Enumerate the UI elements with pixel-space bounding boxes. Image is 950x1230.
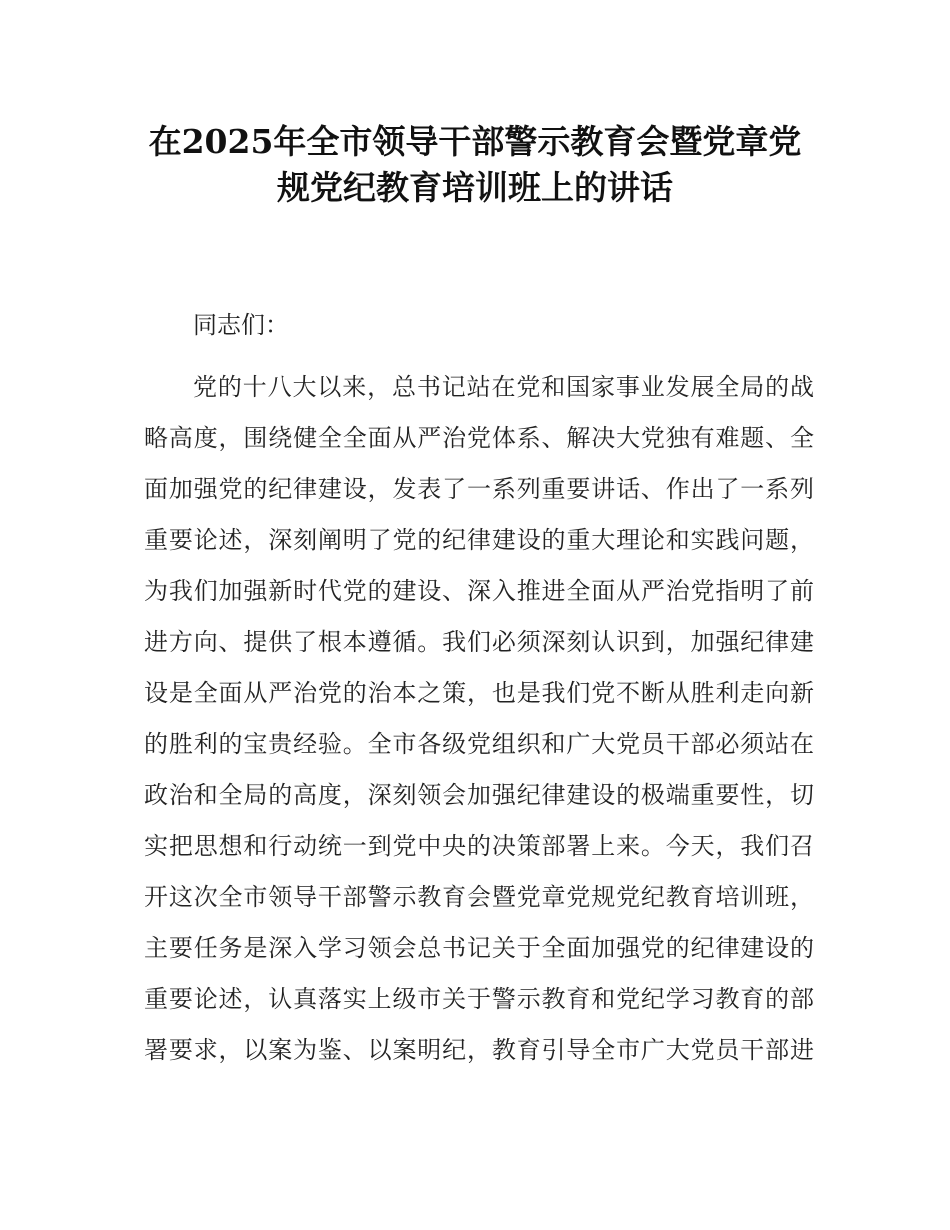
paragraph-line: 略高度，围绕健全全面从严治党体系、解决大党独有难题、全 [144, 424, 814, 452]
paragraph-line: 的胜利的宝贵经验。全市各级党组织和广大党员干部必须站在 [144, 730, 814, 758]
paragraph-line: 重要论述，认真落实上级市关于警示教育和党纪学习教育的部 [144, 985, 814, 1013]
paragraph-line: 设是全面从严治党的治本之策，也是我们党不断从胜利走向新 [144, 679, 814, 707]
paragraph-line: 党的十八大以来，总书记站在党和国家事业发展全局的战 [193, 373, 814, 401]
paragraph-line: 进方向、提供了根本遵循。我们必须深刻认识到，加强纪律建 [144, 628, 814, 656]
paragraph-line: 署要求，以案为鉴、以案明纪，教育引导全市广大党员干部进 [144, 1036, 814, 1064]
paragraph-line: 开这次全市领导干部警示教育会暨党章党规党纪教育培训班， [144, 883, 814, 911]
paragraph-line: 主要任务是深入学习领会总书记关于全面加强党的纪律建设的 [144, 934, 814, 962]
document-title-line-1: 在2025年全市领导干部警示教育会暨党章党 [148, 122, 802, 161]
document-title-line-2: 规党纪教育培训班上的讲话 [277, 168, 673, 207]
paragraph-line: 面加强党的纪律建设，发表了一系列重要讲话、作出了一系列 [144, 475, 814, 503]
paragraph-line: 实把思想和行动统一到党中央的决策部署上来。今天，我们召 [144, 832, 814, 860]
paragraph-line: 重要论述，深刻阐明了党的纪律建设的重大理论和实践问题， [144, 526, 814, 554]
paragraph-line: 政治和全局的高度，深刻领会加强纪律建设的极端重要性，切 [144, 781, 814, 809]
paragraph-line: 为我们加强新时代党的建设、深入推进全面从严治党指明了前 [144, 577, 814, 605]
salutation: 同志们： [193, 311, 289, 339]
